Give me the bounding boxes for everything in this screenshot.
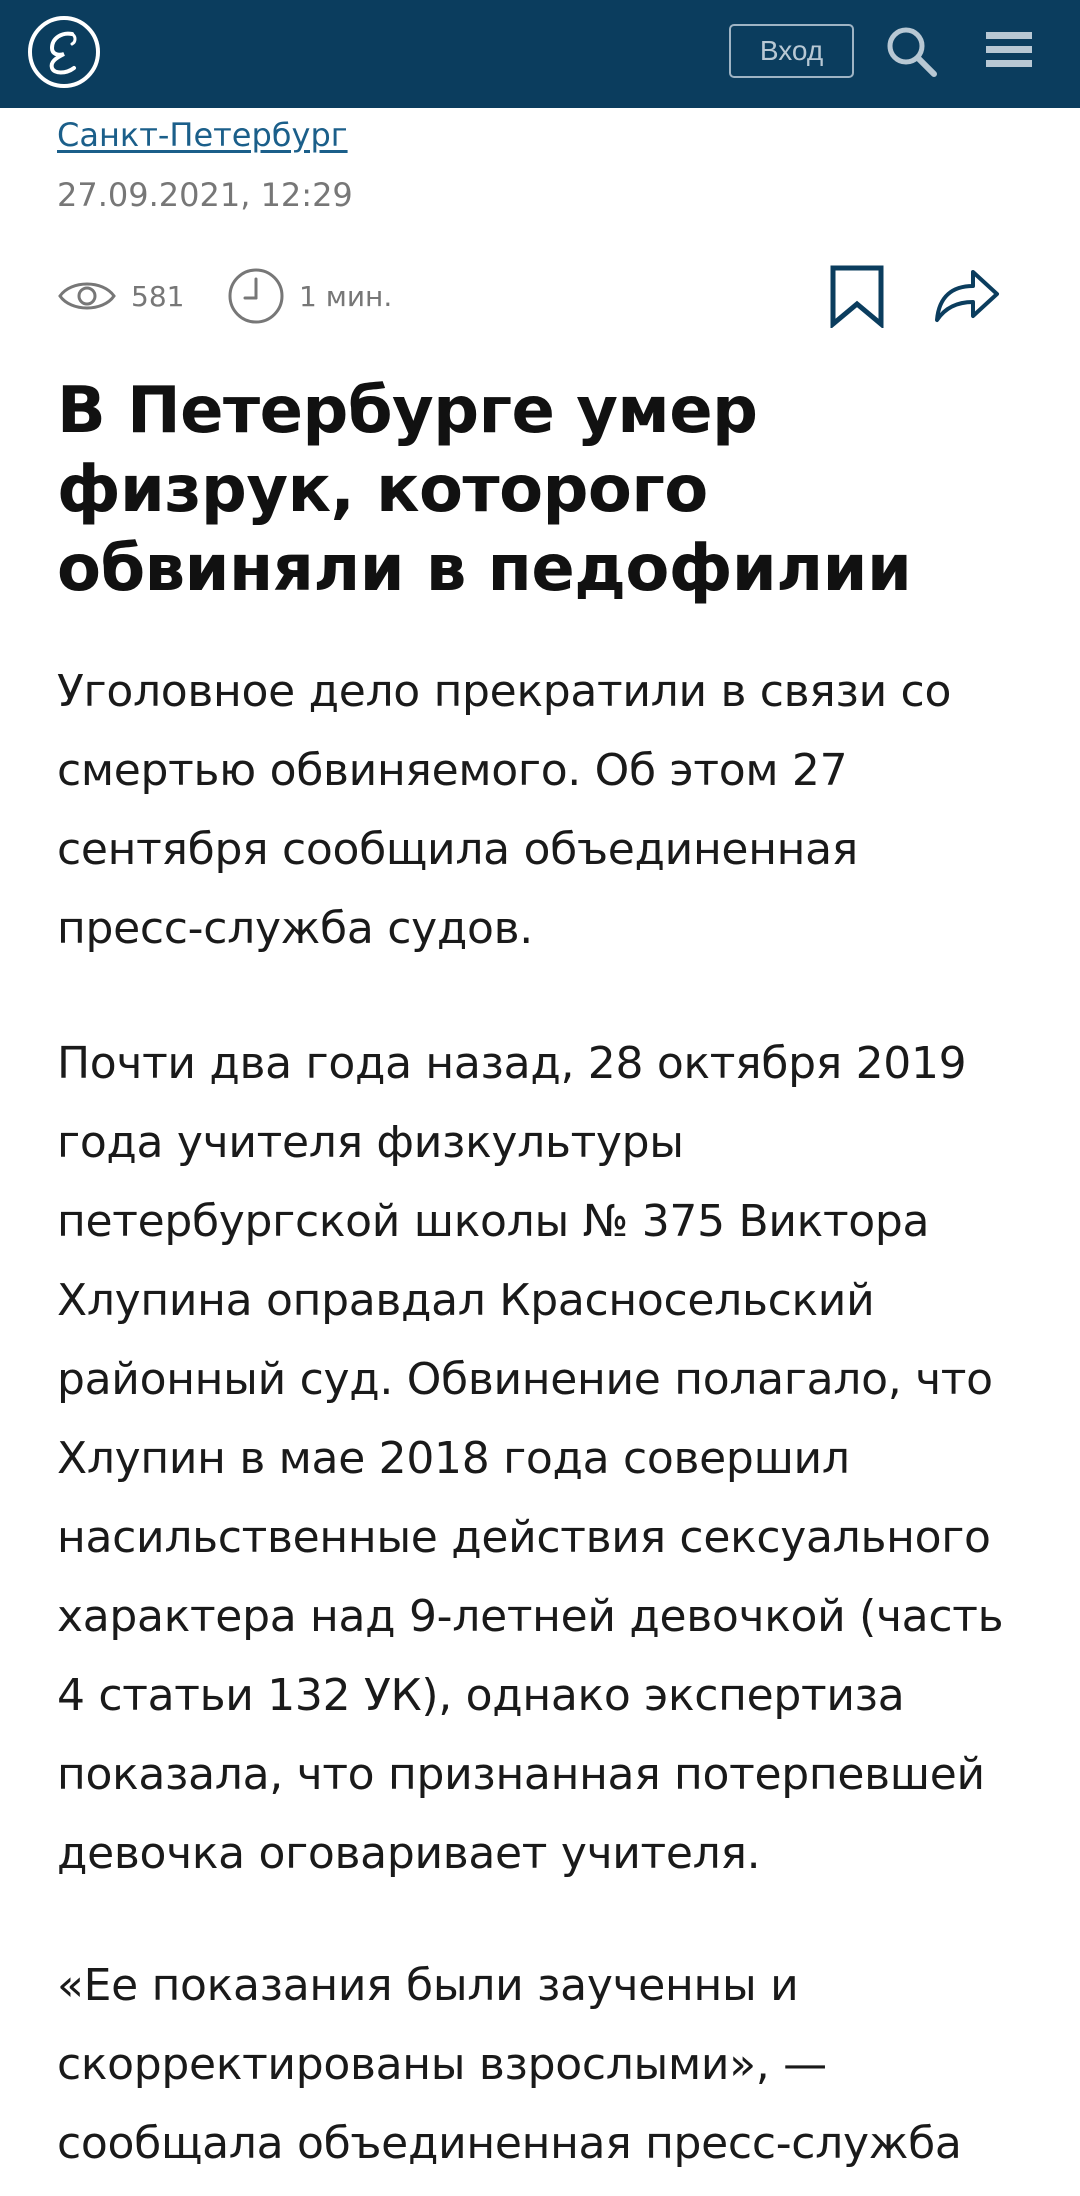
bookmark-icon[interactable] <box>825 264 889 328</box>
views-counter <box>57 264 184 328</box>
read-time-label: 1 мин. <box>299 279 393 313</box>
views-count: 581 <box>131 279 185 313</box>
read-time <box>227 264 392 328</box>
clock-icon <box>227 267 285 325</box>
login-button[interactable]: Вход <box>729 24 854 78</box>
publish-datetime: 27.09.2021, 12:29 <box>57 176 353 214</box>
top-navigation-bar <box>0 0 1080 108</box>
hamburger-menu-icon[interactable] <box>984 26 1036 78</box>
location-link[interactable]: Санкт-Петербург <box>57 116 348 154</box>
article-lead: Уголовное дело прекратили в связи со смертью обвиняемого. Об этом 27 сентября сообщила объединенная пресс-служба судов. <box>57 666 952 954</box>
share-icon[interactable] <box>931 264 1001 328</box>
search-icon[interactable] <box>884 24 940 80</box>
article-headline: В Петербурге умер физрук, которого обвиняли в педофилии <box>57 374 912 606</box>
article-paragraph-2: «Ее показания были заученны и скорректированы взрослыми», — сообщала объединенная пресс-служба <box>57 1960 962 2169</box>
eye-icon <box>57 276 117 316</box>
vedomosti-logo-icon[interactable] <box>28 16 100 88</box>
article-stats-bar <box>57 264 1037 328</box>
article-paragraph-1: Почти два года назад, 28 октября 2019 года учителя физкультуры петербургской школы № 375 Виктора Хлупина оправдал Красносельский районный суд. Обвинение полагало, что Хлупин в мае 2018 года совершил насильственные действия сексуального характера над 9-летней девочкой (часть 4 статьи 132 УК), однако экспертиза показала, что признанная потерпевшей девочка оговаривает учителя. <box>57 1038 1004 1879</box>
